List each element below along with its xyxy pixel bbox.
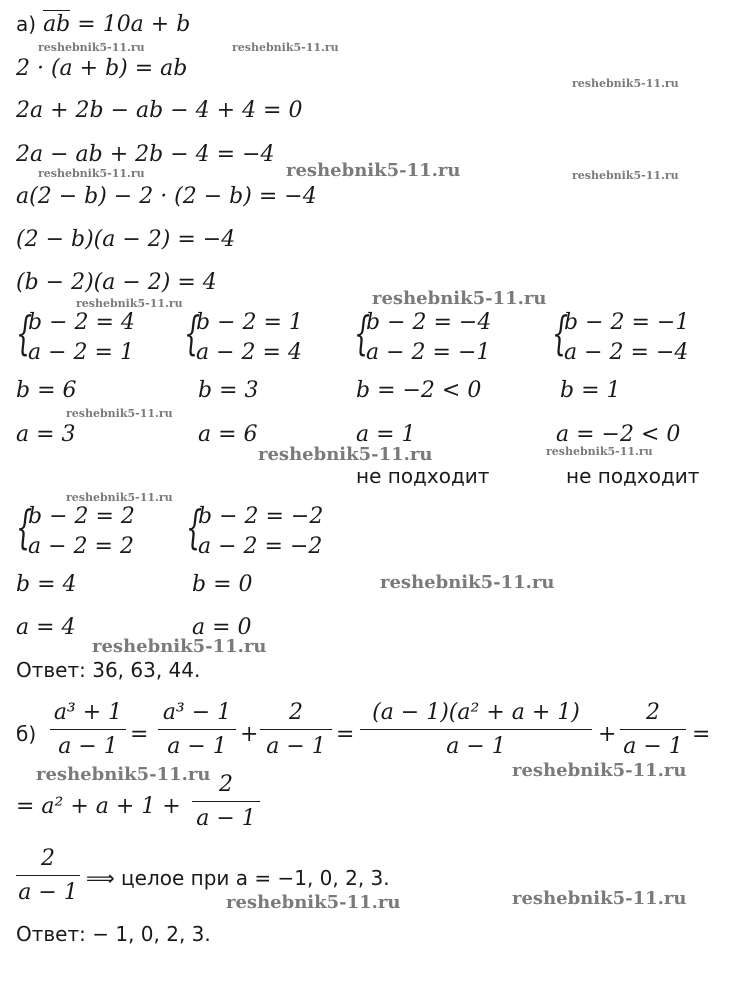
watermark: reshebnik5-11.ru [92, 636, 267, 657]
brace: { [354, 306, 371, 360]
solution-b: b = 3 [198, 378, 259, 403]
fraction [260, 702, 332, 758]
fraction [16, 848, 80, 904]
equals-sign: = [336, 722, 355, 747]
system-equation: b − 2 = 2 [28, 504, 135, 529]
answer-b: Ответ: − 1, 0, 2, 3. [16, 922, 211, 946]
system-equation: b − 2 = −1 [564, 310, 690, 335]
watermark: reshebnik5-11.ru [232, 41, 339, 54]
fraction [360, 702, 592, 758]
equation: = a² + a + 1 + [16, 794, 181, 819]
solution-a: a = 4 [16, 615, 76, 640]
watermark: reshebnik5-11.ru [226, 892, 401, 913]
equation: = 10a + b [77, 12, 191, 37]
rejection-note: не подходит [356, 464, 490, 488]
plus-sign: + [240, 722, 259, 747]
system-equation: a − 2 = −1 [366, 340, 491, 365]
watermark: reshebnik5-11.ru [286, 160, 461, 181]
solution-b: b = −2 < 0 [356, 378, 482, 403]
numerator: 2 [41, 846, 55, 871]
solution-b: b = 0 [192, 572, 253, 597]
rejection-note: не подходит [566, 464, 700, 488]
denominator: a − 1 [58, 734, 118, 759]
watermark: reshebnik5-11.ru [512, 760, 687, 781]
denominator: a − 1 [196, 806, 256, 831]
solution-a: a = 0 [192, 615, 252, 640]
answer-a: Ответ: 36, 63, 44. [16, 658, 201, 682]
equation: 2 · (a + b) = ab [16, 56, 188, 81]
equation: (b − 2)(a − 2) = 4 [16, 270, 217, 295]
system-equation: a − 2 = −2 [198, 534, 323, 559]
fraction [50, 702, 126, 758]
solution-b: b = 4 [16, 572, 77, 597]
watermark: reshebnik5-11.ru [38, 167, 145, 180]
brace: { [16, 306, 33, 360]
watermark: reshebnik5-11.ru [66, 407, 173, 420]
brace: { [16, 500, 33, 554]
system-equation: b − 2 = 4 [28, 310, 135, 335]
watermark: reshebnik5-11.ru [258, 444, 433, 465]
system-equation: b − 2 = −2 [198, 504, 324, 529]
fraction [158, 702, 236, 758]
watermark: reshebnik5-11.ru [380, 572, 555, 593]
solution-a: a = −2 < 0 [556, 422, 681, 447]
watermark: reshebnik5-11.ru [372, 288, 547, 309]
denominator: a − 1 [266, 734, 326, 759]
denominator: a − 1 [167, 734, 227, 759]
watermark: reshebnik5-11.ru [572, 77, 679, 90]
equation: 2a − ab + 2b − 4 = −4 [16, 142, 275, 167]
equation: a(2 − b) − 2 · (2 − b) = −4 [16, 184, 317, 209]
watermark: reshebnik5-11.ru [38, 41, 145, 54]
system-equation: a − 2 = 4 [196, 340, 302, 365]
numerator: a³ − 1 [162, 700, 232, 725]
solution-a: a = 1 [356, 422, 416, 447]
denominator: a − 1 [623, 734, 683, 759]
watermark: reshebnik5-11.ru [36, 764, 211, 785]
conclusion: ⟹ целое при a = −1, 0, 2, 3. [86, 866, 390, 890]
equation: (2 − b)(a − 2) = −4 [16, 227, 236, 252]
brace: { [186, 500, 203, 554]
numerator: (a − 1)(a² + a + 1) [372, 700, 580, 725]
watermark: reshebnik5-11.ru [572, 169, 679, 182]
denominator: a − 1 [18, 880, 78, 905]
system-equation: b − 2 = 1 [196, 310, 303, 335]
watermark: reshebnik5-11.ru [66, 491, 173, 504]
part-a-label: а) [16, 12, 37, 36]
brace: { [184, 306, 201, 360]
brace: { [552, 306, 569, 360]
system-equation: a − 2 = 2 [28, 534, 134, 559]
plus-sign: + [598, 722, 617, 747]
watermark: reshebnik5-11.ru [512, 888, 687, 909]
equation: 2a + 2b − ab − 4 + 4 = 0 [16, 98, 303, 123]
solution-a: a = 6 [198, 422, 258, 447]
watermark: reshebnik5-11.ru [546, 445, 653, 458]
two-digit-number: ab [43, 12, 71, 37]
solution-b: b = 1 [560, 378, 621, 403]
equals-sign: = [130, 722, 149, 747]
system-equation: a − 2 = 1 [28, 340, 134, 365]
numerator: 2 [646, 700, 660, 725]
system-equation: b − 2 = −4 [366, 310, 492, 335]
numerator: a³ + 1 [53, 700, 123, 725]
part-a-first-line [16, 14, 190, 36]
denominator: a − 1 [446, 734, 506, 759]
numerator: 2 [219, 772, 233, 797]
fraction [620, 702, 686, 758]
equals-sign: = [692, 722, 711, 747]
solution-a: a = 3 [16, 422, 76, 447]
system-equation: a − 2 = −4 [564, 340, 689, 365]
part-b-label: б) [16, 722, 37, 746]
solution-b: b = 6 [16, 378, 77, 403]
numerator: 2 [289, 700, 303, 725]
watermark: reshebnik5-11.ru [76, 297, 183, 310]
